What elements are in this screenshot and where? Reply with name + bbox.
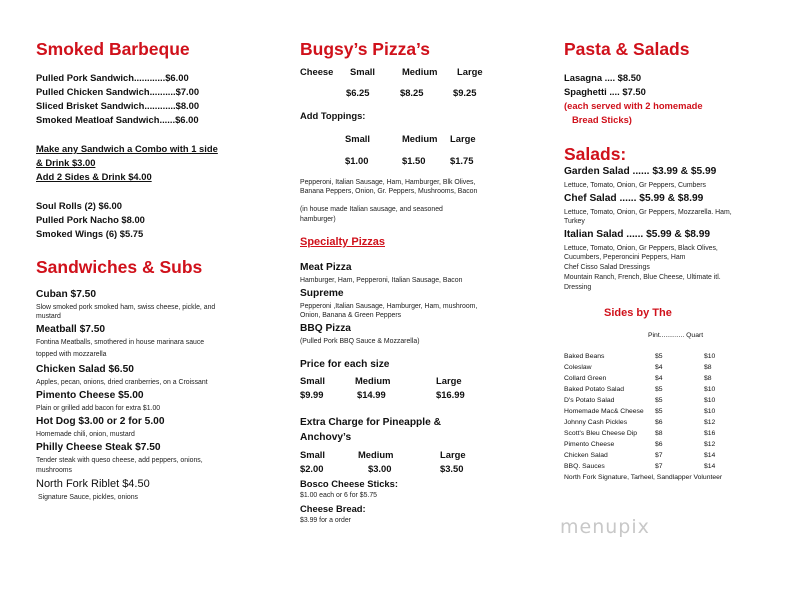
pasta-note: Bread Sticks) (572, 114, 632, 125)
table-cell: $10 (704, 408, 716, 415)
cheese-bread-label: Cheese Bread: (300, 503, 366, 514)
menu-item-philly-cheese-steak: Philly Cheese Steak $7.50 (36, 442, 161, 453)
menu-item-italian-salad: Italian Salad ...... $5.99 & $8.99 (564, 229, 711, 240)
table-cell: $5 (655, 397, 663, 404)
table-cell: $8 (704, 375, 712, 382)
item-description: (Pulled Pork BBQ Sauce & Mozzarella) (300, 338, 420, 345)
price: $14.99 (357, 389, 386, 400)
salad-dressings: Dressing (564, 284, 592, 291)
item-description: mushrooms (36, 467, 72, 474)
item-description: mustard (36, 313, 61, 320)
price: $9.99 (300, 389, 324, 400)
item-description: $1.00 each or 6 for $5.75 (300, 492, 378, 499)
toppings-note: hamburger) (300, 216, 336, 223)
price: $16.99 (436, 389, 465, 400)
item-description: topped with mozzarella (36, 351, 107, 358)
combo-offer: Make any Sandwich a Combo with 1 side (36, 143, 218, 154)
item-description: Slow smoked pork smoked ham, swiss cheese, pickle, and (36, 304, 216, 311)
table-row: Johnny Cash Pickles (564, 419, 628, 426)
price: $1.00 (345, 155, 369, 166)
table-cell: $12 (704, 441, 716, 448)
bosco-cheese-sticks-label: Bosco Cheese Sticks: (300, 478, 398, 489)
item-description: Apples, pecan, onions, dried cranberries, on a Croissant (36, 379, 208, 386)
item-description: Homemade chili, onion, mustard (36, 431, 135, 438)
item-description: Hamburger, Ham, Pepperoni, Italian Sausage, Bacon (300, 277, 463, 284)
table-row: Scott's Bleu Cheese Dip (564, 430, 638, 437)
menu-item: Pulled Pork Nacho $8.00 (36, 214, 145, 225)
section-title-salads: Salads: (564, 144, 627, 164)
item-description: Plain or grilled add bacon for extra $1.00 (36, 405, 161, 412)
table-cell: $4 (655, 364, 663, 371)
combo-offer-two-sides: Add 2 Sides & Drink $4.00 (36, 171, 152, 182)
table-cell: $14 (704, 463, 716, 470)
size-medium: Medium (355, 375, 391, 386)
menu-item-chicken-salad: Chicken Salad $6.50 (36, 364, 134, 375)
price: $6.25 (346, 87, 370, 98)
section-title-specialty-pizzas: Specialty Pizzas (300, 236, 385, 248)
size-large: Large (436, 375, 462, 386)
table-cell: $8 (704, 364, 712, 371)
menu-item: Soul Rolls (2) $6.00 (36, 200, 122, 211)
size-small: Small (350, 66, 376, 77)
section-title-sides: Sides by The (604, 307, 672, 319)
column-barbeque-sandwiches (36, 0, 281, 612)
price: $9.25 (453, 87, 477, 98)
toppings-note: (in house made Italian sausage, and seasoned (300, 206, 443, 213)
table-row: Baked Beans (564, 353, 605, 360)
table-cell: $12 (704, 419, 716, 426)
section-title-sandwiches-subs: Sandwiches & Subs (36, 257, 203, 277)
menu-item-supreme: Supreme (300, 288, 344, 299)
table-row: Baked Potato Salad (564, 386, 625, 393)
table-row: Homemade Mac& Cheese (564, 408, 644, 415)
size-small: Small (300, 449, 326, 460)
sauces-note: North Fork Signature, Tarheel, Sandlapper Volunteer (564, 474, 723, 481)
table-cell: $6 (655, 441, 663, 448)
salad-dressings: Mountain Ranch, French, Blue Cheese, Ultimate itl. (564, 274, 721, 281)
table-row: Chicken Salad (564, 452, 608, 459)
item-description: Fontina Meatballs, smothered in house marinara sauce (36, 339, 205, 346)
extra-charge-label: Anchovy’s (300, 432, 352, 443)
price: $3.50 (440, 463, 464, 474)
section-title-bugsys-pizzas: Bugsy’s Pizza’s (300, 39, 431, 59)
item-description: Onion, Banana & Green Peppers (300, 312, 402, 319)
item-description: Turkey (564, 218, 585, 225)
table-cell: $5 (655, 386, 663, 393)
size-large: Large (457, 66, 483, 77)
table-cell: $14 (704, 452, 716, 459)
size-medium: Medium (402, 133, 438, 144)
extra-charge-label: Extra Charge for Pineapple & (300, 417, 441, 428)
menu-item-meatball: Meatball $7.50 (36, 324, 106, 335)
item-description: Tender steak with queso cheese, add peppers, onions, (36, 457, 203, 464)
menu-item-lasagna: Lasagna .... $8.50 (564, 72, 642, 83)
menu-item-north-fork-riblet: North Fork Riblet $4.50 (36, 478, 150, 490)
table-cell: $5 (655, 353, 663, 360)
price: $2.00 (300, 463, 324, 474)
menu-item: Pulled Chicken Sandwich..........$7.00 (36, 86, 200, 97)
menu-item-bbq-pizza: BBQ Pizza (300, 323, 351, 334)
toppings-list: Pepperoni, Italian Sausage, Ham, Hamburger, Blk Olives, (300, 179, 476, 186)
menupix-watermark: menupix (560, 516, 650, 538)
table-cell: $6 (655, 419, 663, 426)
price: $3.00 (368, 463, 392, 474)
item-description: Lettuce, Tomato, Onion, Gr Peppers, Cumbers (564, 182, 706, 189)
sides-header: Pint............. Quart (648, 332, 704, 339)
menu-item-pimento-cheese: Pimento Cheese $5.00 (36, 390, 144, 401)
price: $8.25 (400, 87, 424, 98)
item-description: Pepperoni ,Italian Sausage, Hamburger, Ham, mushroom, (300, 303, 478, 310)
pasta-note: (each served with 2 homemade (564, 100, 703, 111)
table-cell: $10 (704, 353, 716, 360)
menu-item: Smoked Wings (6) $5.75 (36, 228, 144, 239)
size-large: Large (450, 133, 476, 144)
table-cell: $5 (655, 408, 663, 415)
price: $1.50 (402, 155, 426, 166)
menu-item-garden-salad: Garden Salad ...... $3.99 & $5.99 (564, 166, 717, 177)
table-row: Collard Green (564, 375, 607, 382)
combo-offer: & Drink $3.00 (36, 157, 96, 168)
table-cell: $10 (704, 397, 716, 404)
size-medium: Medium (402, 66, 438, 77)
price: $1.75 (450, 155, 474, 166)
table-cell: $7 (655, 463, 663, 470)
menu-item-spaghetti: Spaghetti .... $7.50 (564, 86, 646, 97)
table-row: D's Potato Salad (564, 397, 615, 404)
table-cell: $16 (704, 430, 716, 437)
table-cell: $4 (655, 375, 663, 382)
price-each-size-label: Price for each size (300, 359, 390, 370)
item-description: Lettuce, Tomato, Onion, Gr Peppers, Black Olives, (564, 245, 718, 252)
item-description: Signature Sauce, pickles, onions (38, 494, 138, 501)
salad-dressings: Chef Cisso Salad Dressings (564, 264, 650, 271)
table-row: BBQ. Sauces (564, 463, 605, 470)
menu-item: Sliced Brisket Sandwich............$8.00 (36, 100, 200, 111)
size-medium: Medium (358, 449, 394, 460)
menu-item-meat-pizza: Meat Pizza (300, 262, 352, 273)
item-description: Cucumbers, Peperoncini Peppers, Ham (564, 254, 686, 261)
section-title-smoked-barbeque: Smoked Barbeque (36, 39, 190, 59)
item-description: $3.99 for a order (300, 517, 351, 524)
menu-item: Pulled Pork Sandwich............$6.00 (36, 72, 189, 83)
toppings-list: Banana Peppers, Onion, Gr. Peppers, Mushrooms, Bacon (300, 188, 478, 195)
menu-item-hot-dog: Hot Dog $3.00 or 2 for 5.00 (36, 416, 165, 427)
size-small: Small (345, 133, 371, 144)
menu-item-cuban: Cuban $7.50 (36, 289, 97, 300)
table-cell: $10 (704, 386, 716, 393)
section-title-pasta-salads: Pasta & Salads (564, 39, 690, 59)
table-cell: $8 (655, 430, 663, 437)
item-description: Lettuce, Tomato, Onion, Gr Peppers, Mozzarella. Ham, (564, 209, 732, 216)
cheese-label: Cheese (300, 66, 334, 77)
table-row: Pimento Cheese (564, 441, 615, 448)
menu-item: Smoked Meatloaf Sandwich......$6.00 (36, 114, 199, 125)
add-toppings-label: Add Toppings: (300, 110, 366, 121)
table-cell: $7 (655, 452, 663, 459)
table-row: Coleslaw (564, 364, 592, 371)
column-pizza (300, 0, 540, 612)
size-large: Large (440, 449, 466, 460)
size-small: Small (300, 375, 326, 386)
menu-item-chef-salad: Chef Salad ...... $5.99 & $8.99 (564, 193, 704, 204)
